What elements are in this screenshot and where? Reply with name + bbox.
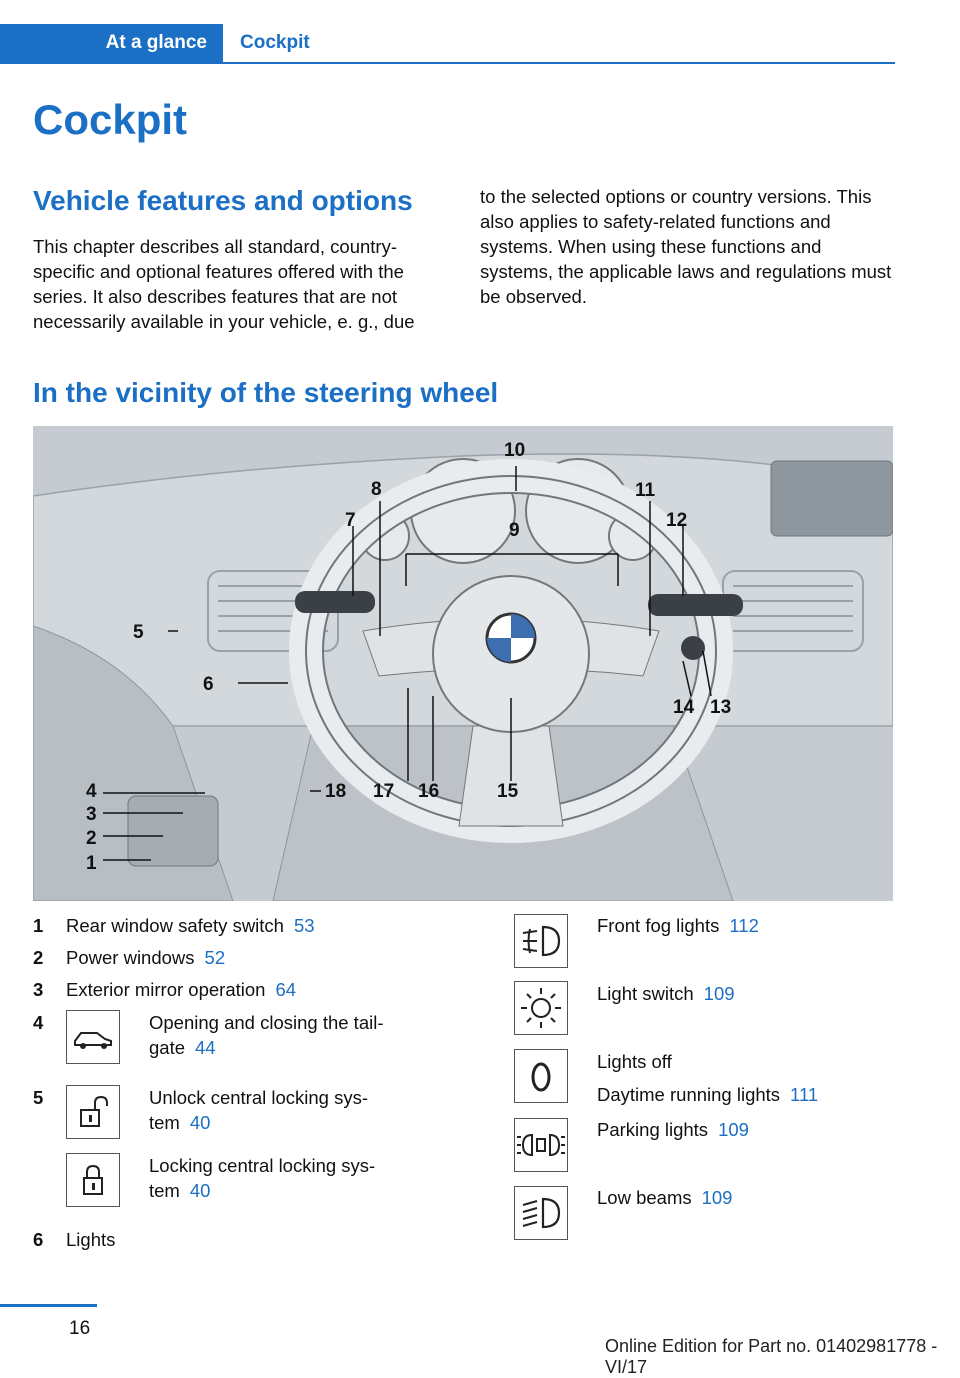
legend-label-3: Exterior mirror operation [66,979,266,1000]
page-ref-40-lock[interactable]: 40 [189,1180,211,1201]
callout-4: 4 [86,781,97,802]
legend-label-drl: Daytime running lights [597,1084,781,1105]
legend-label-4a: Opening and closing the tail- [149,1012,384,1033]
lock-icon [66,1153,120,1207]
low-beams-icon [514,1186,568,1240]
legend-num-5: 5 [33,1087,44,1108]
page-number: 16 [69,1318,91,1339]
callout-18: 18 [325,781,347,802]
callout-14: 14 [673,697,695,718]
page-ref-109-low-beams[interactable]: 109 [701,1187,733,1208]
legend-num-1: 1 [33,915,44,936]
legend-item-lights-off [597,1049,818,1107]
intro-text-right: to the selected options or country versions. This also applies to safety-related functions and systems. When using these functions and systems, the applicable laws and regulations must be observed. [480,186,892,307]
legend-num-4: 4 [33,1012,44,1033]
callout-1: 1 [86,853,97,874]
callout-2: 2 [86,828,97,849]
callout-17: 17 [373,781,395,802]
legend-item-2 [66,945,225,970]
legend-left [0,0,480,1300]
section-title: Vehicle features and options [33,185,413,216]
page-title: Cockpit [33,96,188,143]
page-ref-111[interactable]: 111 [790,1084,819,1105]
legend-label-2: Power windows [66,947,195,968]
legend-item-lock [149,1153,419,1203]
page-ref-64[interactable]: 64 [275,979,297,1000]
intro-text-left: This chapter describes all standard, country-specific and optional features offered with the series. It also describes features that are not necessarily available in your vehicle, e. g., due [33,236,415,332]
front-fog-lights-icon [514,914,568,968]
footer-edition: Online Edition for Part no. 01402981778 - VI/17 [605,1336,938,1377]
callout-9: 9 [509,520,520,541]
legend-item-1 [66,913,315,938]
legend-label-light-switch: Light switch [597,983,694,1004]
callout-12: 12 [666,510,688,531]
callout-16: 16 [418,781,440,802]
tab-at-a-glance[interactable]: At a glance [0,24,223,62]
page-ref-40-unlock[interactable]: 40 [189,1112,211,1133]
page-ref-112[interactable]: 112 [729,915,759,936]
callout-8: 8 [371,479,382,500]
legend-label-lock-b: tem [149,1180,180,1201]
page-ref-109-parking[interactable]: 109 [718,1119,749,1140]
legend-item-4 [149,1010,419,1060]
callout-15: 15 [497,781,519,802]
callout-3: 3 [86,804,97,825]
unlock-icon [66,1085,120,1139]
callout-13: 13 [710,697,732,718]
legend-item-fog [597,913,759,938]
callout-7: 7 [345,510,356,531]
tailgate-icon [66,1010,120,1064]
legend-label-lights-off: Lights off [597,1051,672,1072]
page-ref-44[interactable]: 44 [195,1037,216,1058]
parking-lights-icon [514,1118,568,1172]
legend-item-3 [66,977,296,1002]
lights-off-icon [514,1049,568,1103]
callout-11: 11 [635,480,656,501]
legend-label-low-beams: Low beams [597,1187,692,1208]
legend-label-4b: gate [149,1037,186,1058]
footer-divider [0,1304,97,1307]
legend-num-3: 3 [33,979,44,1000]
page-ref-52[interactable]: 52 [204,947,226,968]
legend-label-5a: Unlock central locking sys- [149,1087,368,1108]
page-ref-53[interactable]: 53 [293,915,315,936]
callout-10: 10 [504,440,526,461]
section-title-steering-wheel: In the vicinity of the steering wheel [33,377,499,408]
callout-6: 6 [203,674,214,695]
legend-label-lock-a: Locking central locking sys- [149,1155,376,1176]
legend-label-fog: Front fog lights [597,915,720,936]
legend-num-6: 6 [33,1229,44,1250]
legend-item-parking [597,1117,749,1142]
legend-label-5b: tem [149,1112,180,1133]
legend-label-parking: Parking lights [597,1119,709,1140]
page-ref-109-switch[interactable]: 109 [703,983,735,1004]
legend-item-low-beams [597,1185,732,1210]
tab-cockpit[interactable]: Cockpit [240,32,310,53]
light-switch-icon [514,981,568,1035]
legend-label-6: Lights [66,1229,116,1250]
legend-item-light-switch [597,981,735,1006]
legend-num-2: 2 [33,947,44,968]
legend-label-1: Rear window safety switch [66,915,284,936]
legend-item-5 [149,1085,419,1135]
callout-5: 5 [133,622,144,643]
